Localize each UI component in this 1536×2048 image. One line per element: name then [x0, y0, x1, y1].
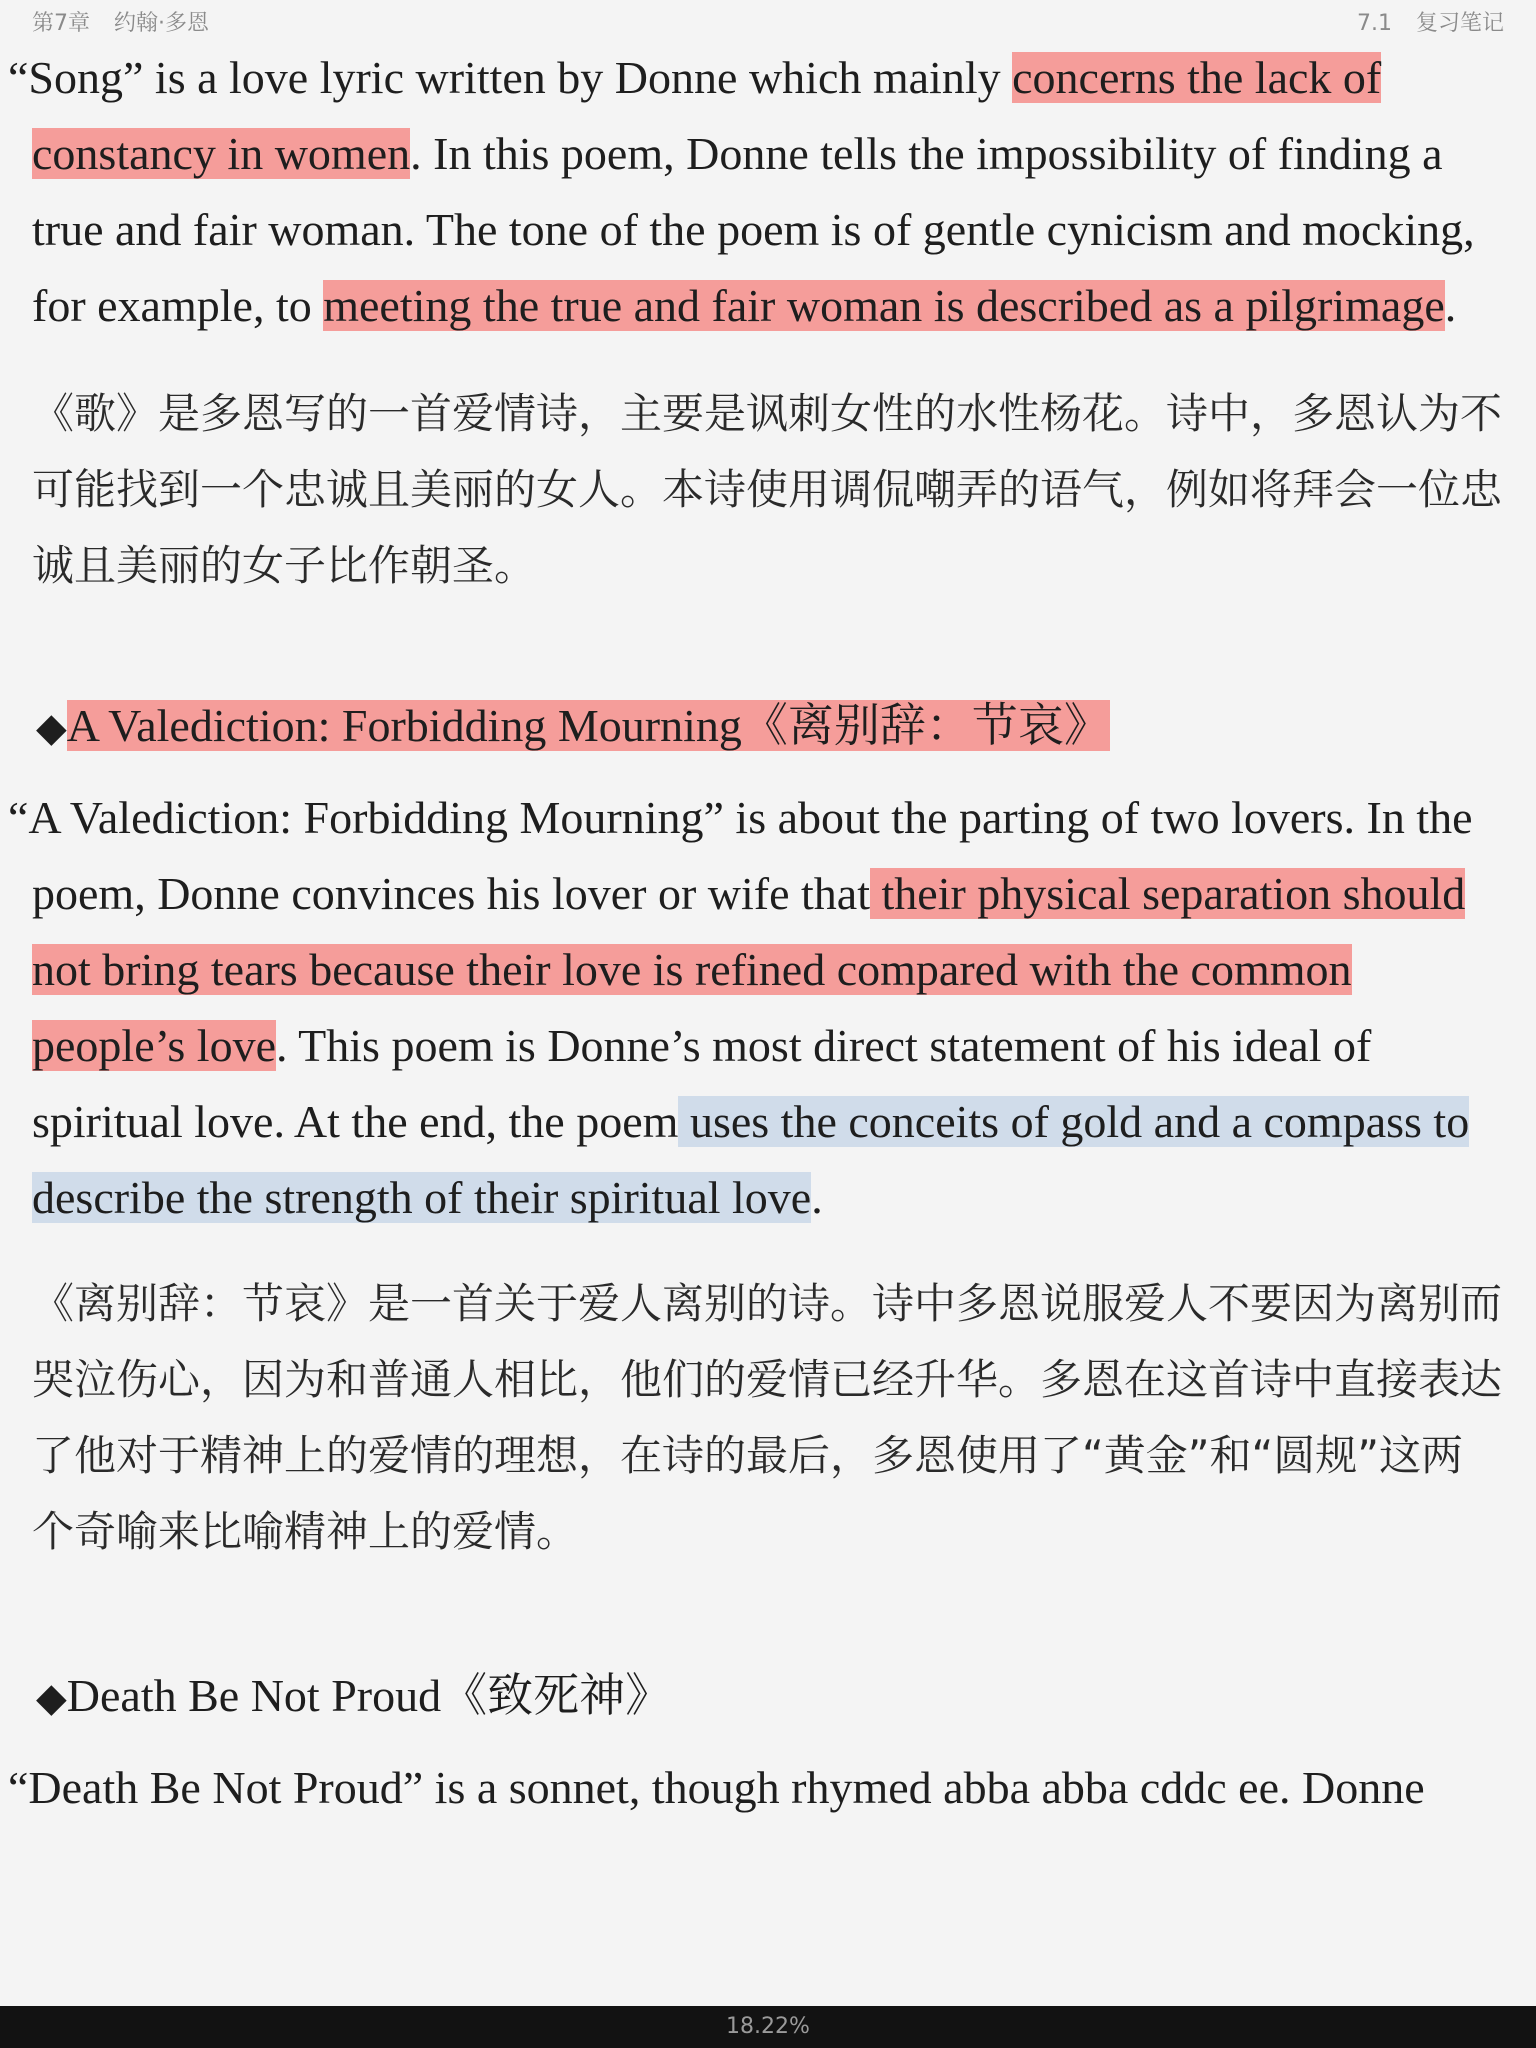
- valediction-highlight-2[interactable]: uses the conceits of gold and a compass to describe the strength of their spiritual love: [32, 1096, 1470, 1223]
- death-heading-title: Death Be Not Proud《致死神》: [66, 1670, 672, 1721]
- valediction-paragraph-zh[interactable]: 《离别辞：节哀》是一首关于爱人离别的诗。诗中多恩说服爱人不要因为离别而哭泣伤心，因为和普通人相比，他们的爱情已经升华。多恩在这首诗中直接表达了他对于精神上的爱情的理想，在诗的最后，多恩使用了“黄金”和“圆规”这两个奇喻来比喻精神上的爱情。: [32, 1279, 1503, 1556]
- death-heading: [8, 1658, 1512, 1736]
- song-text-1: “Song” is a love lyric written by Donne which mainly: [8, 52, 1013, 103]
- death-paragraph-en[interactable]: [8, 1750, 1512, 1826]
- valediction-text-3: .: [811, 1172, 823, 1223]
- diamond-bullet-icon: ◆: [36, 705, 67, 751]
- song-highlight-2[interactable]: meeting the true and fair woman is described as a pilgrimage: [323, 280, 1445, 331]
- valediction-heading-title[interactable]: A Valediction: Forbidding Mourning《离别辞：节哀》: [66, 700, 1110, 751]
- section-title: 复习笔记: [1415, 11, 1504, 36]
- song-paragraph-zh[interactable]: 《歌》是多恩写的一首爱情诗，主要是讽刺女性的水性杨花。诗中，多恩认为不可能找到一个忠诚且美丽的女人。本诗使用调侃嘲弄的语气，例如将拜会一位忠诚且美丽的女子比作朝圣。: [32, 389, 1503, 590]
- section-breadcrumb: [1357, 6, 1504, 37]
- diamond-bullet-icon: ◆: [36, 1675, 67, 1721]
- section-number: 7.1: [1356, 11, 1392, 36]
- reading-progress-bar: [0, 2006, 1536, 2048]
- reader-content[interactable]: [8, 40, 1512, 1826]
- chapter-name: 约翰·多恩: [114, 11, 209, 36]
- valediction-text-2: . This poem is Donne’s most direct statement of his ideal of spiritual love. At the end, the poem: [32, 1020, 1372, 1147]
- valediction-paragraph-en[interactable]: [8, 780, 1512, 1236]
- death-text-1: “Death Be Not Proud” is a sonnet, though rhymed abba abba cddc ee. Donne: [8, 1762, 1425, 1813]
- song-paragraph-en[interactable]: [8, 40, 1512, 344]
- reader-header: [0, 0, 1536, 40]
- song-text-2: . In this poem, Donne tells the impossibility of finding a true and fair woman. The tone of the poem is of gentle cynicism and mocking, for example, to: [32, 128, 1475, 331]
- song-highlight-1[interactable]: concerns the lack of constancy in women: [32, 52, 1382, 179]
- chapter-breadcrumb: [32, 6, 209, 37]
- song-text-3: .: [1444, 280, 1457, 331]
- chapter-label: 第7章: [32, 11, 90, 36]
- valediction-highlight-1[interactable]: their physical separation should not bring tears because their love is refined compared with the common people’s love: [32, 868, 1466, 1071]
- reading-progress: 18.22%: [726, 2014, 810, 2039]
- valediction-heading: [8, 688, 1512, 766]
- valediction-text-1: “A Valediction: Forbidding Mourning” is about the parting of two lovers. In the poem, Donne convinces his lover or wife that: [8, 792, 1473, 919]
